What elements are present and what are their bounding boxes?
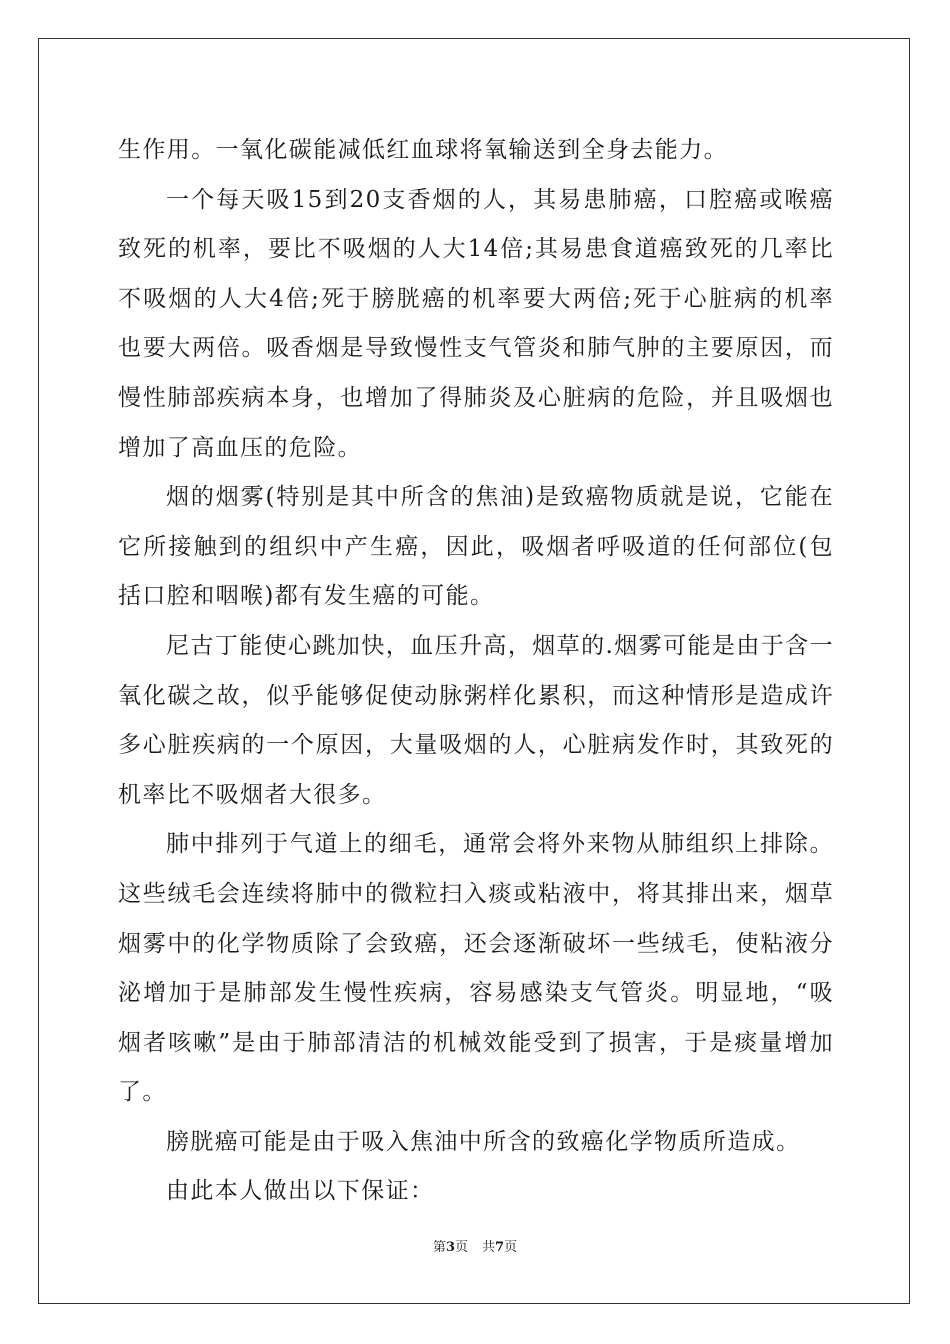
paragraph-5: 肺中排列于气道上的细毛，通常会将外来物从肺组织上排除。这些绒毛会连续将肺中的微粒扫入痰或粘液中，将其排出来，烟草烟雾中的化学物质除了会致癌，还会逐渐破坏一些绒毛，使粘液分泌增加于是肺部发生慢性疾病，容易感染支气管炎。明显地，“吸烟者咳嗽”是由于肺部清洁的机械效能受到了损害，于是痰量增加了。: [118, 831, 834, 1106]
paragraph-4: 尼古丁能使心跳加快，血压升高，烟草的.烟雾可能是由于含一氧化碳之故，似乎能够促使动脉粥样化累积，而这种情形是造成许多心脏疾病的一个原因，大量吸烟的人，心脏病发作时，其致死的机率比不吸烟者大很多。: [118, 632, 834, 808]
paragraph-7: 由此本人做出以下保证：: [166, 1178, 435, 1205]
footer-total-prefix: 共: [482, 1240, 496, 1255]
footer-prefix: 第: [432, 1240, 446, 1255]
footer-page-suffix: 页: [454, 1240, 468, 1255]
current-page-number: 3: [445, 1240, 455, 1255]
document-body: [118, 126, 834, 1217]
paragraph-1: 生作用。一氧化碳能减低红血球将氧输送到全身去能力。: [118, 137, 728, 163]
paragraph-6: 膀胱癌可能是由于吸入焦油中所含的致癌化学物质所造成。: [166, 1128, 801, 1155]
paragraph-3: 烟的烟雾(特别是其中所含的焦油)是致癌物质就是说，它能在它所接触到的组织中产生癌，因此，吸烟者呼吸道的任何部位(包括口腔和咽喉)都有发生癌的可能。: [118, 484, 834, 610]
footer-total-suffix: 页: [504, 1240, 518, 1255]
page-footer: [0, 1236, 950, 1255]
paragraph-2: 一个每天吸15到20支香烟的人，其易患肺癌，口腔癌或喉癌致死的机率，要比不吸烟的人大14倍;其易患食道癌致死的几率比不吸烟的人大4倍;死于膀胱癌的机率要大两倍;死于心脏病的机率也要大两倍。吸香烟是导致慢性支气管炎和肺气肿的主要原因，而慢性肺部疾病本身，也增加了得肺炎及心脏病的危险，并且吸烟也增加了高血压的危险。: [118, 186, 834, 461]
total-page-number: 7: [495, 1240, 505, 1255]
